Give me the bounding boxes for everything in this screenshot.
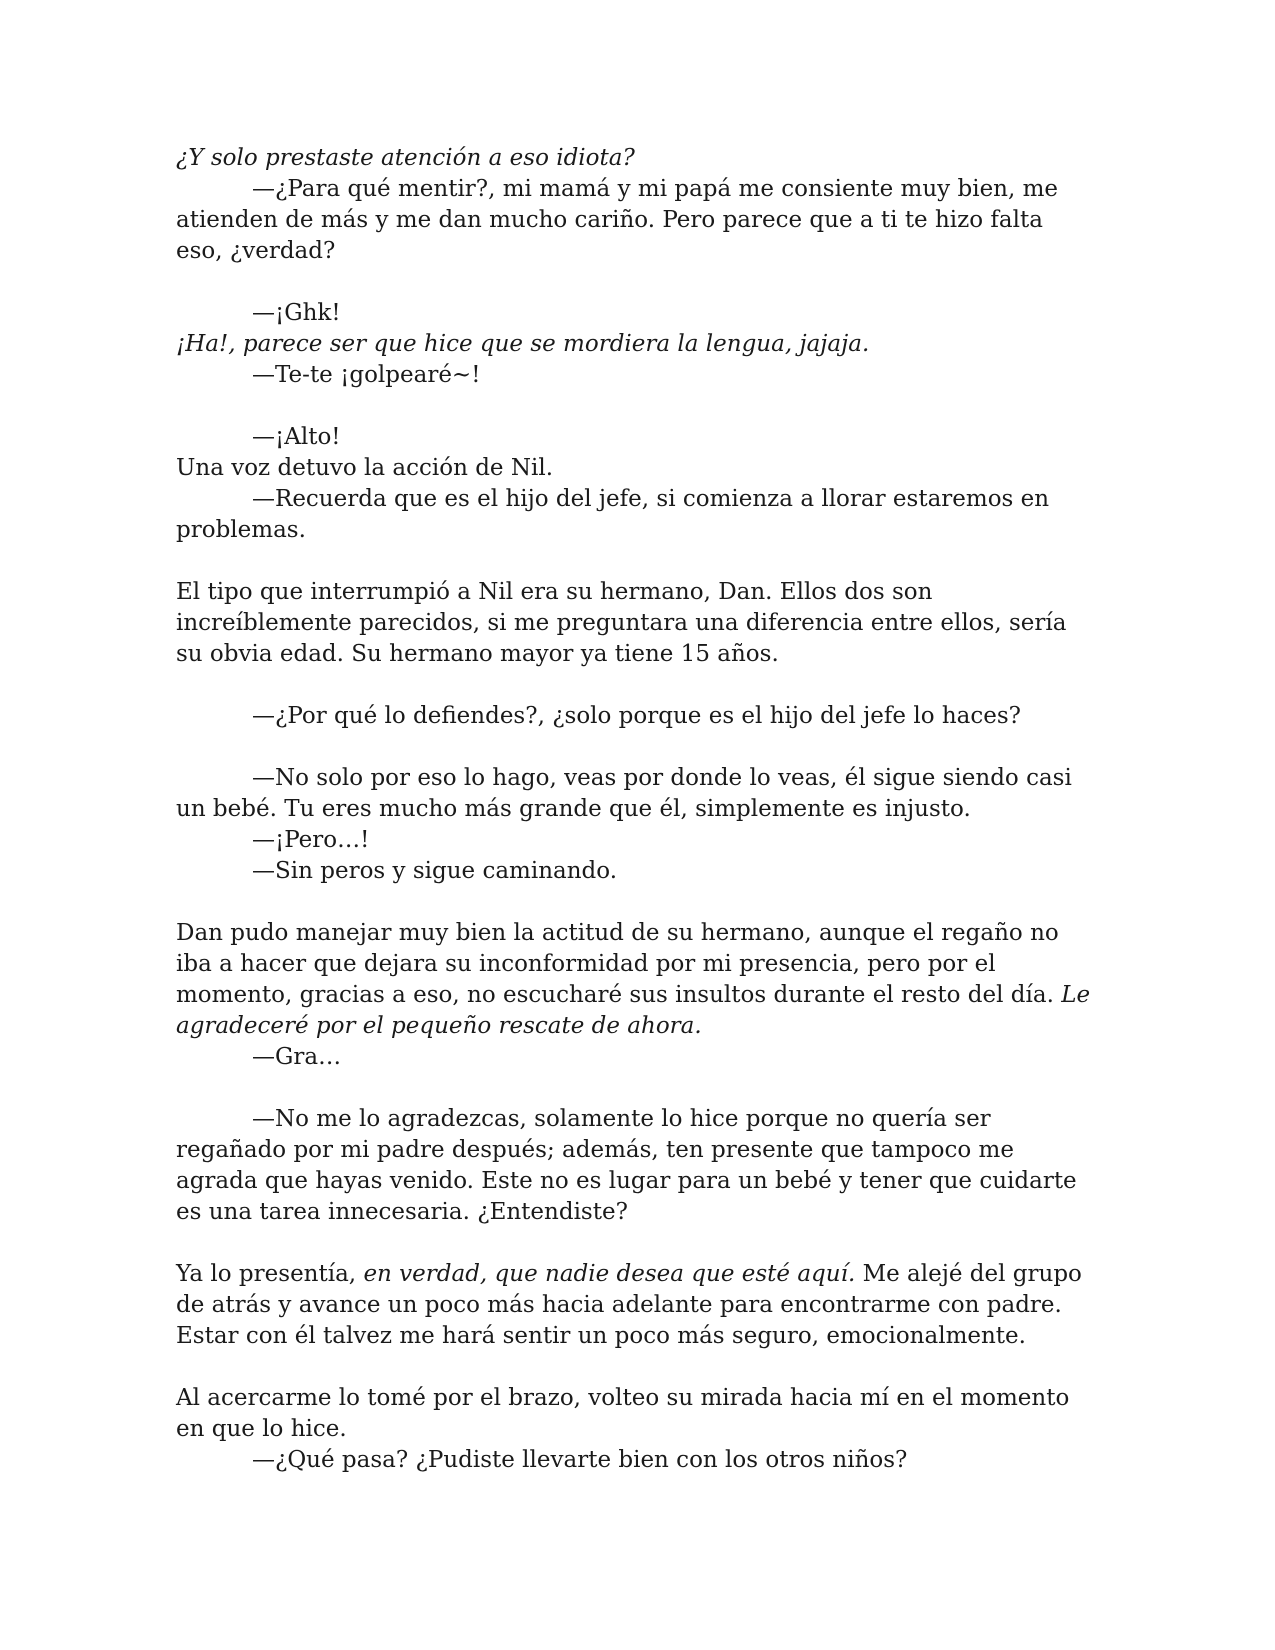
paragraph-gap <box>176 267 1096 298</box>
paragraph-gap <box>176 391 1096 422</box>
paragraph-gap <box>176 546 1096 577</box>
dialogue-paragraph: —No me lo agradezcas, solamente lo hice porque no quería ser regañado por mi padre después; además, ten presente que tampoco me agrada que hayas venido. Este no es lugar para un bebé y tener que cuidarte es una tarea innecesaria. ¿Entendiste? <box>176 1106 1077 1225</box>
paragraph-gap <box>176 1228 1096 1259</box>
dialogue-paragraph: —¿Para qué mentir?, mi mamá y mi papá me consiente muy bien, me atienden de más y me dan mucho cariño. Pero parece que a ti te hizo falta eso, ¿verdad? <box>176 176 1059 264</box>
dialogue-line: —¿Por qué lo defiendes?, ¿solo porque es el hijo del jefe lo haces? <box>252 703 1022 729</box>
dialogue-paragraph: —Recuerda que es el hijo del jefe, si comienza a llorar estaremos en problemas. <box>176 486 1050 543</box>
inner-thought-text: en verdad, que nadie desea que esté aquí. <box>363 1261 856 1287</box>
inner-thought-text: Le agradeceré por el pequeño rescate de ahora. <box>176 982 1091 1039</box>
narration-paragraph <box>176 918 1096 1042</box>
dialogue-line: —Sin peros y sigue caminando. <box>252 858 618 884</box>
paragraph-gap <box>176 732 1096 763</box>
narration-line: ¿Y solo prestaste atención a eso idiota? <box>176 145 635 171</box>
paragraph-gap <box>176 1073 1096 1104</box>
dialogue-paragraph: —No solo por eso lo hago, veas por donde lo veas, él sigue siendo casi un bebé. Tu eres mucho más grande que él, simplemente es injusto. <box>176 765 1072 822</box>
narration-text: Dan pudo manejar muy bien la actitud de su hermano, aunque el regaño no iba a hacer que dejara su inconformidad por mi presencia, pero por el momento, gracias a eso, no escucharé sus insultos durante el resto del día. <box>176 920 1062 1008</box>
narration-text: Me alejé del grupo de atrás y avance un poco más hacia adelante para encontrarme con padre. Estar con él talvez me hará sentir un poco más seguro, emocionalmente. <box>176 1261 1082 1349</box>
dialogue-line: —¿Qué pasa? ¿Pudiste llevarte bien con los otros niños? <box>252 1447 908 1473</box>
paragraph-gap <box>176 670 1096 701</box>
narration-paragraph: El tipo que interrumpió a Nil era su hermano, Dan. Ellos dos son increíblemente parecidos, si me preguntara una diferencia entre ellos, sería su obvia edad. Su hermano mayor ya tiene 15 años. <box>176 579 1067 667</box>
dialogue-line: —Te-te ¡golpearé~! <box>252 362 481 388</box>
dialogue-line: —Gra… <box>252 1044 342 1070</box>
dialogue-line: —¡Alto! <box>252 424 341 450</box>
dialogue-line: —¡Ghk! <box>252 300 341 326</box>
narration-line: ¡Ha!, parece ser que hice que se mordiera la lengua, jajaja. <box>176 331 870 357</box>
narration-text: Ya lo presentía, <box>176 1261 364 1287</box>
narration-paragraph: Al acercarme lo tomé por el brazo, volteo su mirada hacia mí en el momento en que lo hice. <box>176 1385 1070 1442</box>
paragraph-gap <box>176 1352 1096 1383</box>
narration-paragraph <box>176 1259 1096 1352</box>
dialogue-line: —¡Pero…! <box>252 827 370 853</box>
paragraph-gap <box>176 887 1096 918</box>
document-page <box>176 143 1096 1476</box>
narration-line: Una voz detuvo la acción de Nil. <box>176 455 554 481</box>
